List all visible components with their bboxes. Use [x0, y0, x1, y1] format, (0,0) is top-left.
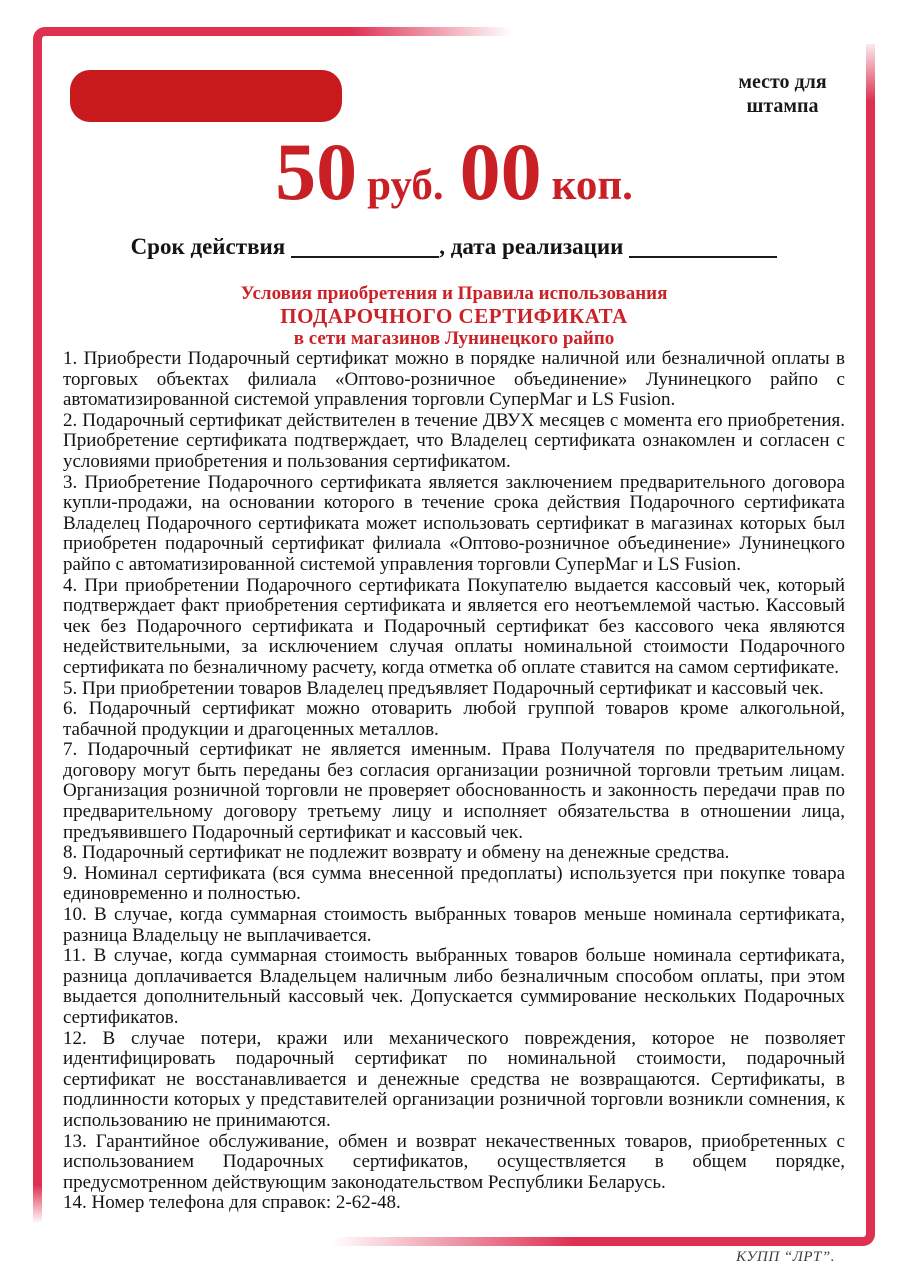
kopecks-value: 00 [459, 126, 542, 217]
validity-line [0, 234, 908, 260]
term-item-6: 6. Подарочный сертификат можно отоварить любой группой товаров кроме алкогольной, табачной продукции и драгоценных металлов. [63, 698, 845, 740]
validity-date-label: , дата реализации [439, 234, 624, 259]
term-item-4: 4. При приобретении Подарочного сертификата Покупателю выдается кассовый чек, который подтверждает факт приобретения сертификата и является его неотъемлемой частью. Кассовый чек без Подарочного сертификата и Подарочный сертификат без кассового чека являются недействительными, за исключением случая оплаты номинальной стоимости Подарочного сертификата по безналичному расчету, когда отметка об оплате ставится на самом сертификате. [63, 574, 845, 678]
validity-term-label: Срок действия [130, 234, 286, 259]
heading-line-1: Условия приобретения и Правила использования [240, 283, 668, 304]
term-item-2: 2. Подарочный сертификат действителен в течение ДВУХ месяцев с момента его приобретения. Приобретение сертификата подтверждает, что Владелец сертификата ознакомлен и согласен с условиями приобретения и пользования сертификатом. [63, 409, 845, 472]
term-item-5: 5. При приобретении товаров Владелец предъявляет Подарочный сертификат и кассовый чек. [63, 677, 824, 699]
rubles-value: 50 [275, 126, 358, 217]
term-item-13: 13. Гарантийное обслуживание, обмен и возврат некачественных товаров, приобретенных с использованием Подарочных сертификатов, осуществляется в общем порядке, предусмотренном действующим законодательством Республики Беларусь. [63, 1130, 845, 1193]
kopecks-label: коп. [551, 162, 633, 209]
redacted-name-plate [70, 70, 342, 122]
terms-list [63, 349, 845, 1214]
term-item-14: 14. Номер телефона для справок: 2-62-48. [63, 1192, 401, 1214]
term-item-9: 9. Номинал сертификата (вся сумма внесенной предоплаты) используется при покупке товара единовременно и полностью. [63, 862, 845, 905]
rules-heading [0, 283, 908, 350]
term-item-7: 7. Подарочный сертификат не является именным. Права Получателя по предварительному договору могут быть переданы без согласия организации розничной торговли третьим лицам. Организация розничной торговли не проверяет обоснованность и законность передачи прав по предварительному договору третьему лицу и исполняет обязательства в отношении лица, предъявившего Подарочный сертификат и кассовый чек. [63, 739, 845, 843]
validity-term-blank [291, 240, 439, 258]
heading-line-3: в сети магазинов Лунинецкого райпо [293, 328, 615, 349]
term-item-10: 10. В случае, когда суммарная стоимость выбранных товаров меньше номинала сертификата, разница Владельцу не выплачивается. [63, 904, 845, 946]
term-item-12: 12. В случае потери, кражи или механического повреждения, которое не позволяет идентифицировать подарочный сертификат по номинальной стоимости, подарочный сертификат не восстанавливается и денежные средства не возвращаются. Сертификаты, в подлинности которых у представителей организации розничной торговли возникли сомнения, к использованию не принимаются. [63, 1027, 845, 1131]
term-item-3: 3. Приобретение Подарочного сертификата является заключением предварительного договора купли-продажи, на основании которого в течение срока действия Подарочного сертификата Владелец Подарочного сертификата может использовать сертификат в магазинах которых был приобретен подарочный сертификат филиала «Оптово-розничное объединение» Лунинецкого райпо с автоматизированной системой управления торговли СуперМаг и LS Fusion. [63, 471, 845, 575]
validity-date-blank [629, 240, 777, 258]
term-item-1: 1. Приобрести Подарочный сертификат можно в порядке наличной или безналичной оплаты в торговых объектах филиала «Оптово-розничное объединение» Лунинецкого райпо с автоматизированной системой управления торговли СуперМаг и LS Fusion. [63, 348, 845, 411]
term-item-8: 8. Подарочный сертификат не подлежит возврату и обмену на денежные средства. [63, 842, 730, 864]
stamp-area-note: место для штампа [738, 71, 827, 117]
term-item-11: 11. В случае, когда суммарная стоимость выбранных товаров больше номинала сертификата, разница доплачивается Владельцем наличным либо безналичным способом оплаты, при этом выдается дополнительный кассовый чек. Допускается суммирование нескольких Подарочных сертификатов. [63, 945, 845, 1028]
rubles-label: руб. [367, 162, 444, 209]
issuer-note: КУПП “ЛРТ”. [736, 1249, 835, 1265]
denomination [0, 126, 908, 241]
heading-line-2: ПОДАРОЧНОГО СЕРТИФИКАТА [280, 304, 628, 328]
